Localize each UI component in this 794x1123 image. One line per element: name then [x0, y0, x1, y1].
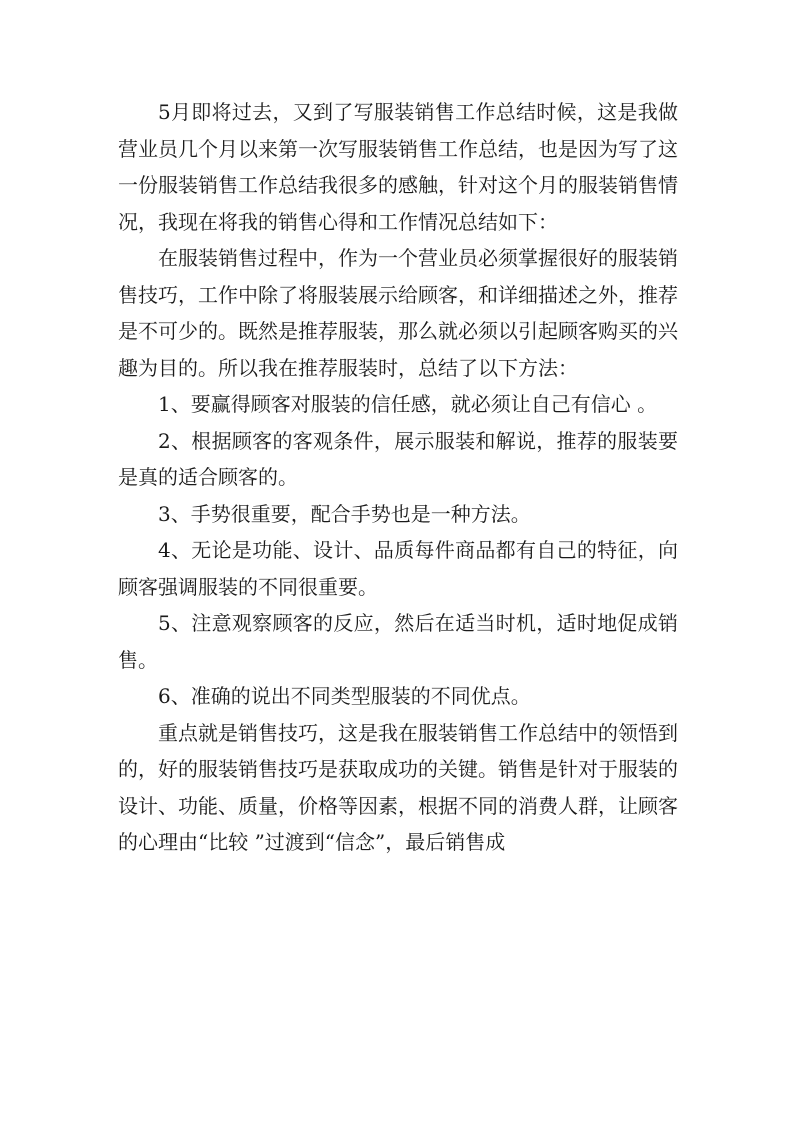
list-item-4: 4、无论是功能、设计、品质每件商品都有自己的特征，向顾客强调服装的不同很重要。: [118, 538, 678, 599]
list-item-5: 5、注意观察顾客的反应，然后在适当时机，适时地促成销售。: [118, 611, 678, 672]
paragraph-key-point: 重点就是销售技巧，这是我在服装销售工作总结中的领悟到的，好的服装销售技巧是获取成功的关键。销售是针对于服装的设计、功能、质量，价格等因素，根据不同的消费人群，让顾客的心理由“比较 ”过渡到“信念”，最后销售成: [118, 720, 678, 854]
list-item-1: 1、要赢得顾客对服装的信任感，就必须让自己有信心 。: [158, 392, 658, 416]
document-body: [118, 94, 678, 861]
list-item-3: 3、手势很重要，配合手势也是一种方法。: [158, 501, 531, 526]
list-item-6: 6、准确的说出不同类型服装的不同优点。: [158, 684, 531, 708]
list-item-2: 2、根据顾客的客观条件，展示服装和解说，推荐的服装要是真的适合顾客的。: [118, 428, 678, 489]
paragraph-intro: 5月即将过去，又到了写服装销售工作总结时候，这是我做营业员几个月以来第一次写服装销售工作总结，也是因为写了这一份服装销售工作总结我很多的感触，针对这个月的服装销售情况，我现在将我的销售心得和工作情况总结如下：: [118, 100, 678, 234]
paragraph-sales-process: 在服装销售过程中，作为一个营业员必须掌握很好的服装销售技巧，工作中除了将服装展示给顾客，和详细描述之外，推荐是不可少的。既然是推荐服装，那么就必须以引起顾客购买的兴趣为目的。所以我在推荐服装时，总结了以下方法：: [118, 246, 678, 380]
